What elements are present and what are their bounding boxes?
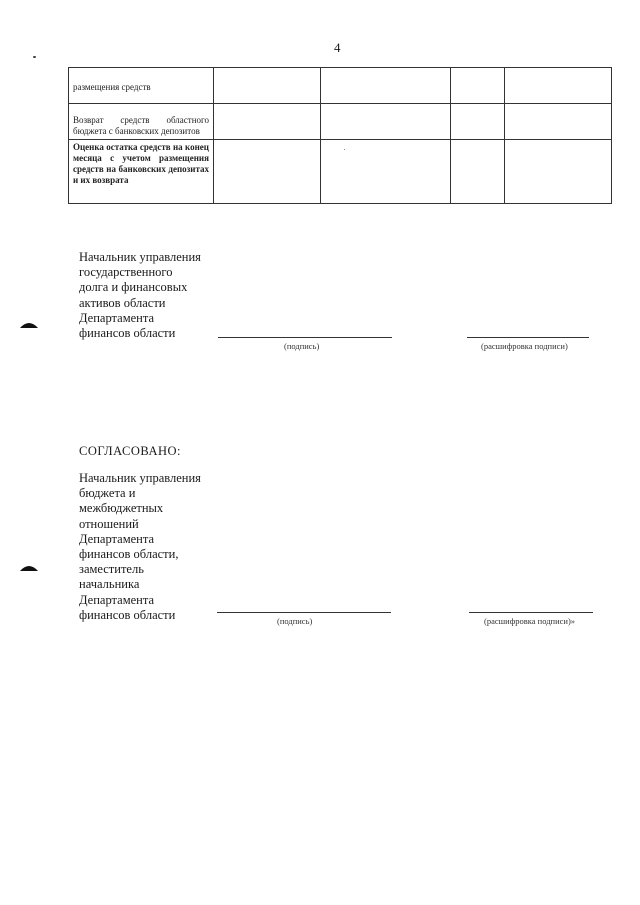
signer-title-1: Начальник управления государственного долга и финансовых активов области Департамента финансов области (79, 250, 201, 341)
row-label: размещения средств (69, 68, 214, 104)
punch-hole-icon (20, 564, 38, 571)
table-row (69, 68, 612, 104)
table-cell (505, 68, 612, 104)
table-cell (451, 140, 505, 204)
table-cell (214, 104, 321, 140)
signature-caption: (подпись) (277, 616, 313, 626)
agreed-heading: СОГЛАСОВАНО: (79, 444, 182, 458)
page-number: 4 (334, 40, 341, 55)
signature-caption: (подпись) (284, 341, 320, 351)
signature-line (217, 612, 391, 613)
decoding-line (469, 612, 593, 613)
row-label: Оценка остатка средств на конец месяца с учетом размещения средств на банковских депозитах и их возврата (69, 140, 214, 204)
table-cell (451, 68, 505, 104)
table-row (69, 104, 612, 140)
decoding-caption: (расшифровка подписи) (481, 341, 568, 351)
table-cell (321, 104, 451, 140)
punch-hole-icon (20, 321, 38, 328)
table-cell (451, 104, 505, 140)
signer-title-2: Начальник управления бюджета и межбюджетных отношений Департамента финансов области, заместитель начальника Департамента финансов области (79, 471, 201, 622)
decoding-caption: (расшифровка подписи)» (484, 616, 576, 626)
scan-speck (33, 56, 36, 58)
signature-line (218, 337, 392, 338)
table-cell (321, 68, 451, 104)
table-row (69, 140, 612, 204)
table-cell (214, 68, 321, 104)
table-cell (214, 140, 321, 204)
table-cell (505, 104, 612, 140)
report-table (68, 67, 612, 204)
row-label: Возврат средств областного бюджета с банковских депозитов (69, 104, 214, 140)
table-cell (505, 140, 612, 204)
table-cell (321, 140, 451, 204)
decoding-line (467, 337, 589, 338)
